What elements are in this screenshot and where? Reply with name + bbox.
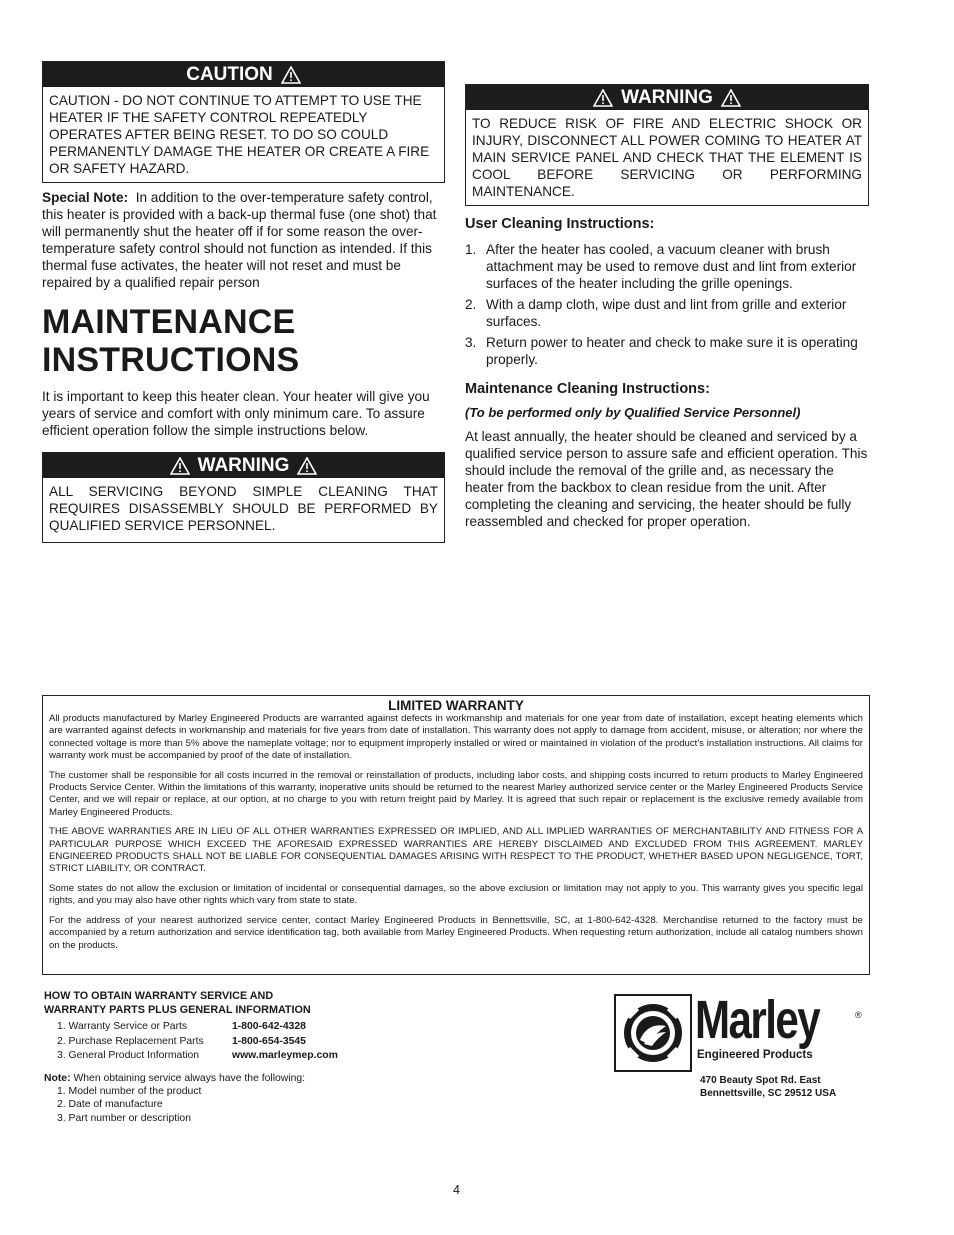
registered-mark: ® bbox=[855, 1010, 862, 1020]
step-number: 3. bbox=[465, 335, 477, 350]
service-note bbox=[44, 1072, 464, 1126]
page-title-line1: MAINTENANCE bbox=[42, 303, 296, 341]
list-item: 2. Date of manufacture bbox=[57, 1099, 163, 1111]
marley-logo-emblem bbox=[614, 994, 692, 1072]
marley-name-text: Marley bbox=[695, 990, 820, 1050]
service-info-title-line1: HOW TO OBTAIN WARRANTY SERVICE AND bbox=[44, 990, 274, 1002]
step-text: With a damp cloth, wipe dust and lint from grille and exterior surfaces. bbox=[486, 297, 847, 329]
warranty-title: LIMITED WARRANTY bbox=[388, 698, 524, 713]
contact-label: 3. General Product Information bbox=[57, 1050, 200, 1061]
warning-left-header bbox=[43, 453, 444, 478]
caution-text: CAUTION - DO NOT CONTINUE TO ATTEMPT TO USE THE HEATER IF THE SAFETY CONTROL REPEATEDLY OPERATES AFTER BEING RESET. TO DO SO COULD PERMANENTLY DAMAGE THE HEATER OR CREATE A FIRE OR SAFETY HAZARD. bbox=[49, 93, 430, 176]
special-note-label: Special Note: bbox=[42, 190, 129, 205]
contact-value: 1-800-654-3545 bbox=[232, 1035, 306, 1047]
intro-paragraph: It is important to keep this heater clean. Your heater will give you years of service and comfort with only minimum care. To assure efficient operation follow the simple instructions below. bbox=[42, 389, 430, 438]
list-item: 1. Model number of the product bbox=[57, 1085, 202, 1097]
maintenance-cleaning-title: Maintenance Cleaning Instructions: bbox=[465, 381, 710, 397]
address-line2: Bennettsville, SC 29512 USA bbox=[700, 1087, 837, 1099]
page-title-line2: INSTRUCTIONS bbox=[42, 341, 300, 379]
contact-value: www.marleymep.com bbox=[232, 1050, 338, 1061]
warranty-paragraph: For the address of your nearest authorized service center, contact Marley Engineered Products in Bennettsville, SC, at 1-800-642-4328. Merchandise returned to the factory must be accompanied by a return authorization and service identification tag, both available from Marley Engineered Products. When requesting return authorization, include all catalog numbers shown on the products. bbox=[49, 914, 863, 951]
warning-box-left bbox=[42, 452, 445, 543]
contact-value: 1-800-642-4328 bbox=[232, 1021, 306, 1032]
list-item bbox=[465, 296, 870, 330]
warranty-paragraph: All products manufactured by Marley Engineered Products are warranted against defects in workmanship and materials for one year from date of installation, except heating elements which are warranted against defects in workmanship and materials for five years from date of installation. This warranty does not apply to damage from accident, misuse, or alteration; nor where the connected voltage is more than 5% above the nameplate voltage; nor to equipment improperly installed or wired or maintained in violation of the product's installation instructions. All claims for warranty work must be accompanied by proof of the date of installation. bbox=[49, 713, 863, 762]
warranty-paragraph: THE ABOVE WARRANTIES ARE IN LIEU OF ALL OTHER WARRANTIES EXPRESSED OR IMPLIED, AND ALL IMPLIED WARRANTIES OF MERCHANTABILITY AND FITNESS FOR A PARTICULAR PURPOSE WHICH EXCEED THE AFORESAID EXPRESSED WARRANTIES ARE HEREBY DISCLAIMED AND EXCLUDED FROM THIS AGREEMENT. MARLEY ENGINEERED PRODUCTS SHALL NOT BE LIABLE FOR CONSEQUENTIAL DAMAGES ARISING WITH RESPECT TO THE PRODUCT, WHETHER BASED UPON NEGLIGENCE, TORT, STRICT LIABILITY, OR CONTRACT. bbox=[49, 826, 863, 875]
maintenance-cleaning-subtitle: (To be performed only by Qualified Service Personnel) bbox=[465, 405, 801, 420]
caution-box bbox=[42, 61, 445, 183]
service-info bbox=[44, 990, 464, 1125]
caution-title: CAUTION bbox=[186, 63, 273, 85]
limited-warranty-box bbox=[42, 695, 870, 975]
warning-triangle-icon bbox=[170, 457, 190, 475]
warranty-paragraph: Some states do not allow the exclusion or limitation of incidental or consequential damages, so the above exclusion or limitation may not apply to you. This warranty gives you specific legal rights, and you may also have other rights which vary from state to state. bbox=[49, 882, 863, 907]
warning-triangle-icon bbox=[593, 89, 613, 107]
maintenance-cleaning-text: At least annually, the heater should be cleaned and serviced by a qualified service person to assure safe and efficient operation. This should include the removal of the grille and, as necessary the heater from the backbox to clean residue from the unit. After completing the cleaning and servicing, the heater should be fully reassembled and checked for proper operation. bbox=[465, 429, 868, 529]
step-number: 1. bbox=[465, 242, 477, 257]
step-text: Return power to heater and check to make sure it is operating properly. bbox=[486, 335, 858, 367]
warranty-paragraph: The customer shall be responsible for all costs incurred in the removal or reinstallation of products, including labor costs, and shipping costs incurred to return products to Marley Engineered Products Service Center. Within the limitations of this warranty, inoperative units should be returned to the nearest Marley authorized service center or the Marley Engineered Products Service Center, and we will repair or replace, at our option, at no charge to you with return freight paid by Marley. It is agreed that such repair or replacement is the exclusive remedy available from Marley Engineered Products. bbox=[49, 769, 863, 818]
page-title bbox=[42, 303, 445, 379]
note-text: When obtaining service always have the following: bbox=[73, 1072, 306, 1084]
list-item: 3. Part number or description bbox=[57, 1112, 191, 1124]
contact-row bbox=[57, 1049, 464, 1064]
warning-right-title: WARNING bbox=[621, 86, 713, 108]
marley-emblem-icon bbox=[616, 996, 690, 1070]
note-label: Note: bbox=[44, 1072, 71, 1084]
address-line1: 470 Beauty Spot Rd. East bbox=[700, 1075, 821, 1086]
company-address bbox=[700, 1075, 836, 1100]
warning-left-text: ALL SERVICING BEYOND SIMPLE CLEANING THAT REQUIRES DISASSEMBLY SHOULD BE PERFORMED BY QUALIFIED SERVICE PERSONNEL. bbox=[49, 484, 438, 533]
note-items bbox=[44, 1085, 464, 1125]
warning-right-header bbox=[466, 85, 868, 110]
warning-triangle-icon bbox=[281, 66, 301, 84]
caution-header bbox=[43, 62, 444, 87]
service-info-title-line2: WARRANTY PARTS PLUS GENERAL INFORMATION bbox=[44, 1003, 311, 1016]
user-cleaning-title: User Cleaning Instructions: bbox=[465, 216, 655, 232]
user-cleaning-steps bbox=[465, 241, 870, 372]
marley-name bbox=[695, 990, 828, 1050]
list-item bbox=[465, 241, 870, 292]
special-note bbox=[42, 189, 445, 291]
marley-wordmark bbox=[695, 990, 865, 1072]
contact-row bbox=[57, 1020, 464, 1035]
warning-left-title: WARNING bbox=[197, 454, 290, 476]
contact-row bbox=[57, 1035, 464, 1050]
service-info-title bbox=[44, 990, 464, 1017]
list-item bbox=[465, 334, 870, 368]
step-number: 2. bbox=[465, 297, 477, 312]
page-number: 4 bbox=[453, 1183, 460, 1197]
step-text: After the heater has cooled, a vacuum cleaner with brush attachment may be used to remove dust and lint from exterior surfaces of the heater including the grille openings. bbox=[486, 242, 857, 291]
marley-tagline: Engineered Products bbox=[697, 1049, 813, 1061]
contact-label: 2. Purchase Replacement Parts bbox=[57, 1035, 204, 1047]
warning-triangle-icon bbox=[297, 457, 317, 475]
warning-box-right bbox=[465, 84, 869, 206]
warning-right-text: TO REDUCE RISK OF FIRE AND ELECTRIC SHOCK OR INJURY, DISCONNECT ALL POWER COMING TO HEATER AT MAIN SERVICE PANEL AND CHECK THAT THE ELEMENT IS COOL BEFORE SERVICING OR PERFORMING MAINTENANCE. bbox=[472, 116, 862, 199]
special-note-text: In addition to the over-temperature safety control, this heater is provided with a back-up thermal fuse (one shot) that will permanently shut the heater off if for some reason the over-temperature safety control should not function as intended. If this thermal fuse activates, the heater will not reset and must be repaired by a qualified repair person bbox=[42, 190, 437, 290]
warning-triangle-icon bbox=[721, 89, 741, 107]
contact-list bbox=[44, 1020, 464, 1064]
contact-label: 1. Warranty Service or Parts bbox=[57, 1021, 188, 1032]
